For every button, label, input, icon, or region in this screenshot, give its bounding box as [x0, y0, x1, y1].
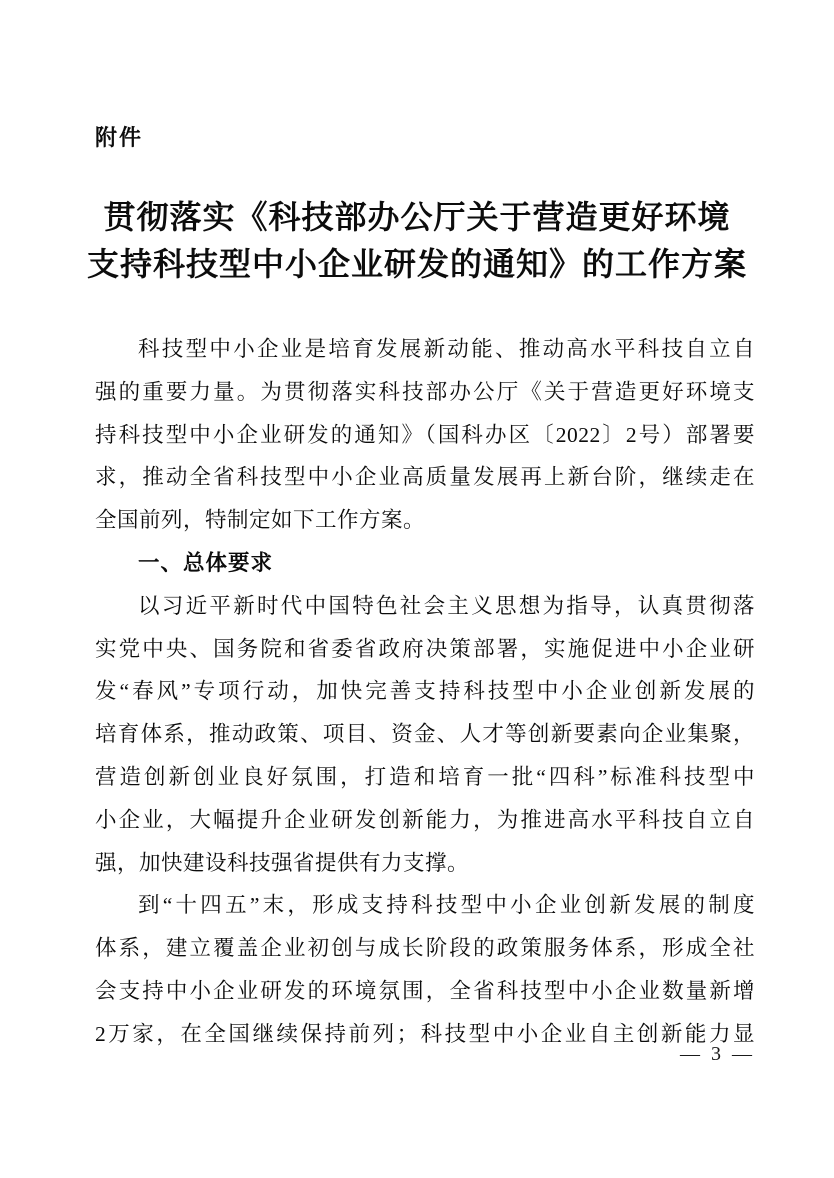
body-line: 强的重要力量。为贯彻落实科技部办公厅《关于营造更好环境支 — [95, 379, 755, 404]
body-line: 以习近平新时代中国特色社会主义思想为指导，认真贯彻落 — [138, 593, 755, 618]
body-line: 到“十四五”末，形成支持科技型中小企业创新发展的制度 — [138, 893, 755, 918]
body-line: 体系，建立覆盖企业初创与成长阶段的政策服务体系，形成全社 — [95, 936, 755, 961]
body-line: 会支持中小企业研发的环境氛围，全省科技型中小企业数量新增 — [95, 978, 755, 1003]
page-number: — 3 — — [680, 1043, 755, 1065]
body-line: 强，加快建设科技强省提供有力支撑。 — [95, 850, 470, 875]
section-heading: 一、总体要求 — [138, 550, 274, 575]
body-line: 持科技型中小企业研发的通知》（国科办区〔2022〕2号）部署要 — [95, 422, 755, 447]
body-line: 实党中央、国务院和省委省政府决策部署，实施促进中小企业研 — [95, 636, 755, 661]
body-line: 求，推动全省科技型中小企业高质量发展再上新台阶，继续走在 — [95, 465, 755, 490]
body-line: 营造创新创业良好氛围，打造和培育一批“四科”标准科技型中 — [95, 764, 755, 789]
body-line: 小企业，大幅提升企业研发创新能力，为推进高水平科技自立自 — [95, 807, 755, 832]
body-line: 科技型中小企业是培育发展新动能、推动高水平科技自立自 — [138, 337, 755, 361]
title-line-2: 支持科技型中小企业研发的通知》的工作方案 — [86, 246, 747, 282]
body-line: 发“春风”专项行动，加快完善支持科技型中小企业创新发展的 — [95, 679, 755, 704]
title-line-1: 贯彻落实《科技部办公厅关于营造更好环境 — [103, 199, 731, 235]
attachment-label: 附件 — [95, 125, 144, 150]
body-line: 培育体系，推动政策、项目、资金、人才等创新要素向企业集聚， — [95, 722, 755, 747]
body-line: 全国前列，特制定如下工作方案。 — [95, 508, 426, 533]
document-title — [0, 194, 834, 288]
document-body — [95, 328, 755, 1056]
body-line: 2万家，在全国继续保持前列；科技型中小企业自主创新能力显 — [95, 1021, 755, 1046]
